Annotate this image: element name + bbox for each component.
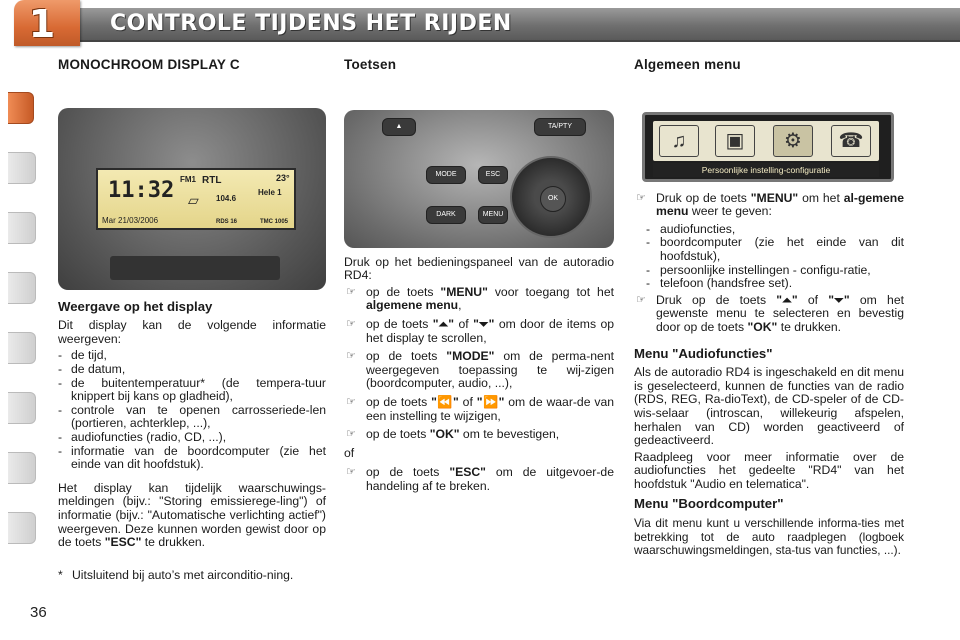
list-item <box>344 466 614 493</box>
phone-icon: ☎ <box>831 125 871 157</box>
or-text: of <box>344 445 355 460</box>
radio-panel-photo <box>344 110 614 248</box>
display-intro: Dit display kan de volgende informatie weergeven: <box>58 318 326 346</box>
list-item <box>634 294 904 335</box>
column-buttons <box>344 58 614 499</box>
warning-paragraph <box>58 482 326 550</box>
esc-key: "ESC" <box>104 535 142 550</box>
pointing-hand-icon: ☞ <box>636 293 646 306</box>
pointing-hand-icon: ☞ <box>346 395 356 408</box>
settings-icon: ⚙ <box>773 125 813 157</box>
section-heading: Algemeen menu <box>634 57 741 72</box>
text: op de toets <box>366 427 430 442</box>
list-item: - persoonlijke instellingen - configu-ratie, <box>634 264 904 278</box>
text: om de perma-nent weergegeven toepassing te wij-zigen (boordcomputer, audio, ...), <box>366 349 614 391</box>
esc-key: "ESC" <box>449 465 486 480</box>
text: op de toets <box>366 465 450 480</box>
buttons-list-2 <box>344 466 614 493</box>
trip-computer-menu-heading: Menu "Boordcomputer" <box>634 496 784 512</box>
pointing-hand-icon: ☞ <box>346 317 356 330</box>
text: om de waar-de van een instelling te wijzigen, <box>366 394 615 423</box>
audio-menu-heading: Menu "Audiofuncties" <box>634 345 773 361</box>
text: of <box>458 394 477 409</box>
side-tab <box>8 152 36 184</box>
text: om de uitgevoer-de handeling af te breken. <box>366 465 614 493</box>
footnote <box>58 569 326 583</box>
lcd-screen <box>96 168 296 230</box>
mode-key: "MODE" <box>446 349 495 364</box>
hazard-button: ▲ <box>382 118 416 136</box>
side-tab <box>8 332 36 364</box>
chapter-side-tabs <box>8 62 36 572</box>
rewind-key: "⏪" <box>431 394 459 409</box>
menu-caption: Persoonlijke instelling-configuratie <box>653 163 879 177</box>
trip-computer-paragraph: Via dit menu kunt u verschillende informa-ties met betrekking tot de auto raadplegen (logboek waarschuwingsmeldingen, sta-tus van functies, ...). <box>634 516 904 558</box>
warning-end: te drukken. <box>141 535 206 550</box>
text: om het <box>798 190 844 205</box>
text: op de toets <box>366 349 447 364</box>
lcd-tmc: TMC 1005 <box>260 218 289 225</box>
list-item <box>344 396 614 423</box>
list-item: - audiofuncties, <box>634 223 904 237</box>
lcd-station: RTL <box>202 174 222 186</box>
buttons-list <box>344 286 614 442</box>
dark-button: DARK <box>426 206 466 224</box>
list-item <box>634 192 904 219</box>
pointing-hand-icon: ☞ <box>346 428 356 441</box>
text: of <box>454 316 474 331</box>
text: op de toets <box>366 316 433 331</box>
side-tab <box>8 512 36 544</box>
car-door-icon: ▱ <box>188 191 199 208</box>
ok-button: OK <box>540 186 566 212</box>
list-item <box>344 286 614 313</box>
subheading-display: Weergave op het display <box>58 298 213 314</box>
list-item: - telefoon (handsfree set). <box>634 277 904 291</box>
text: Druk op de toets <box>656 190 751 205</box>
lcd-time: 11:32 <box>108 177 175 203</box>
esc-button: ESC <box>478 166 508 184</box>
column-monochrome-display <box>58 58 326 582</box>
general-menu-screen <box>642 112 894 182</box>
down-key: "⏷" <box>828 292 850 307</box>
list-item <box>344 318 614 345</box>
footnote-star: * <box>58 567 63 582</box>
page-number: 36 <box>30 604 47 621</box>
list-item: - controle van te openen carrosseriede-len (portieren, achterklep, ...), <box>58 404 326 431</box>
page-header <box>0 0 960 48</box>
text: voor toegang tot het <box>487 284 614 299</box>
side-tab <box>8 212 36 244</box>
lcd-band: FM1 <box>180 174 196 184</box>
text: om te bevestigen, <box>459 427 560 442</box>
text: op de toets <box>366 284 441 299</box>
text: of <box>797 292 829 307</box>
list-item: - boordcomputer (zie het einde van dit hoofdstuk), <box>634 236 904 263</box>
menu-button: MENU <box>478 206 508 224</box>
side-tab <box>8 392 36 424</box>
menu-icon-strip <box>653 121 879 161</box>
ta-pty-button: TA/PTY <box>534 118 586 136</box>
pointing-hand-icon: ☞ <box>346 350 356 363</box>
audio-paragraph-1: Als de autoradio RD4 is ingeschakeld en dit menu is geselecteerd, kunnen de functies van de radio (RDS, REG, Ra-dioText), de CD-speler of de CD-wis-selaar (introscan, willekeurig afspelen, herhalen van CD) worden geactiveerd of gedeactiveerd. <box>634 365 904 448</box>
text: om door de items op het display te scrollen, <box>366 316 615 345</box>
footnote-text: Uitsluitend bij auto’s met airconditio-ning. <box>72 567 294 582</box>
audio-paragraph-2: Raadpleeg voor meer informatie over de audiofuncties het gedeelte "RD4" van het hoofdstuk "Audio en telematica". <box>634 449 904 491</box>
list-item <box>344 428 614 442</box>
section-heading: MONOCHROOM DISPLAY C <box>58 57 240 72</box>
side-tab-active <box>8 92 34 124</box>
trip-computer-icon: ▣ <box>715 125 755 157</box>
page-title: CONTROLE TIJDENS HET RIJDEN <box>110 11 512 36</box>
ok-key: "OK" <box>429 427 460 442</box>
text: op de toets <box>366 394 432 409</box>
pointing-hand-icon: ☞ <box>636 191 646 204</box>
buttons-intro: Druk op het bedieningspaneel van de autoradio RD4: <box>344 254 614 283</box>
section-heading: Toetsen <box>344 57 397 72</box>
navigation-wheel <box>510 156 592 238</box>
list-item: - de datum, <box>58 363 326 377</box>
warning-text: Het display kan tijdelijk waarschuwings-meldingen (bijv.: "Storing emissierege-ling") of informatie (bijv.: "Automatische verlichting actief") weergeven. Deze kunnen worden gewist door op de toets <box>58 480 326 550</box>
display-info-list <box>58 349 326 471</box>
text: weer te geven: <box>688 204 772 219</box>
side-tab <box>8 452 36 484</box>
text: Druk op de toets <box>656 292 777 307</box>
menu-items-list <box>634 223 904 291</box>
list-item: - de tijd, <box>58 349 326 363</box>
side-tab <box>8 272 36 304</box>
lcd-mode: Hele 1 <box>258 187 282 197</box>
menu-steps-2 <box>634 294 904 335</box>
menu-steps <box>634 192 904 219</box>
menu-key: "MENU" <box>750 190 799 205</box>
lcd-rds: RDS 16 <box>216 218 238 225</box>
text: om het gewenste menu te selecteren en bevestig door op de toets <box>656 292 904 334</box>
lcd-temperature: 23° <box>276 172 290 183</box>
text: , <box>458 298 462 313</box>
lcd-date: Mar 21/03/2006 <box>102 215 159 225</box>
chapter-number: 1 <box>28 2 56 46</box>
up-key: "⏶" <box>432 316 455 331</box>
display-photo <box>58 108 326 290</box>
down-key: "⏷" <box>473 316 495 331</box>
display-lower-panel <box>110 256 280 280</box>
list-item <box>344 350 614 391</box>
list-item: - informatie van de boordcomputer (zie het einde van dit hoofdstuk). <box>58 445 326 472</box>
up-key: "⏶" <box>776 292 798 307</box>
pointing-hand-icon: ☞ <box>346 466 356 479</box>
general-menu-term: algemene menu <box>366 298 459 313</box>
ok-key: "OK" <box>747 319 778 334</box>
mode-button: MODE <box>426 166 466 184</box>
list-item: - de buitentemperatuur* (de tempera-tuur knippert bij kans op gladheid), <box>58 377 326 404</box>
audio-icon: ♫ <box>659 125 699 157</box>
column-general-menu <box>634 58 904 561</box>
forward-key: "⏩" <box>476 394 505 409</box>
lcd-frequency: 104.6 <box>216 193 237 203</box>
pointing-hand-icon: ☞ <box>346 285 356 298</box>
text: te drukken. <box>777 319 842 334</box>
general-menu-term: al-gemene menu <box>656 190 905 219</box>
list-item: - audiofuncties (radio, CD, ...), <box>58 431 326 445</box>
menu-key: "MENU" <box>440 284 488 299</box>
